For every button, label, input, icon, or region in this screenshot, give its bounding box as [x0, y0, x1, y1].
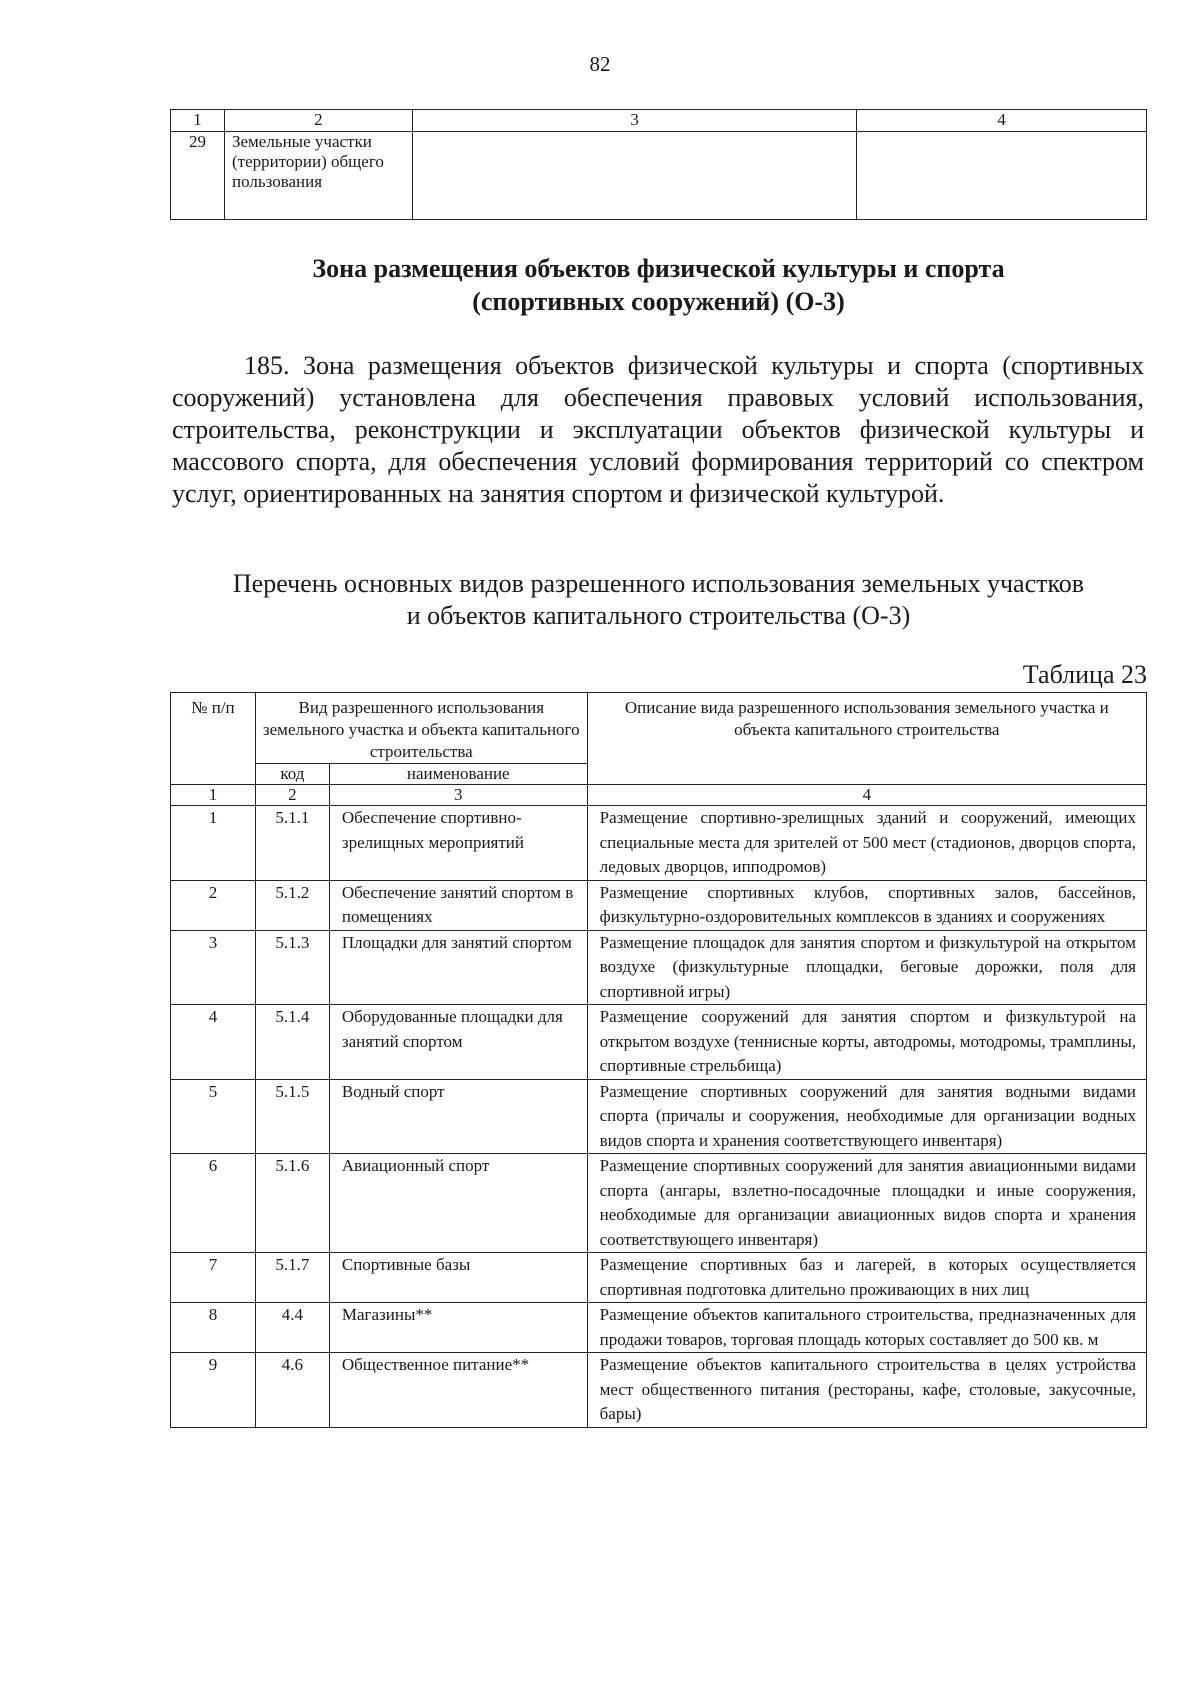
page-number: 82 — [589, 52, 611, 76]
row-description: Размещение спортивно-зрелищных зданий и сооружений, имеющих специальные места для зрителей от 500 мест (стадионов, дворцов спорта, ледовых дворцов, ипподромов) — [587, 806, 1146, 881]
header-use-type: Вид разрешенного использования земельного участка и объекта капитального строительства — [255, 693, 587, 764]
column-number: 3 — [329, 785, 587, 806]
row-cell — [412, 132, 856, 220]
zone-description-paragraph: 185. Зона размещения объектов физической культуры и спорта (спортивных сооружений) установлена для обеспечения правовых условий использования, строительства, реконструкции и эксплуатации объектов физической культуры и массового спорта, для обеспечения условий формирования территорий со спектром услуг, ориентированных на занятия спортом и физической культурой. — [172, 351, 1144, 508]
zone-title — [170, 252, 1147, 318]
row-name: Обеспечение занятий спортом в помещениях — [329, 880, 587, 930]
column-number: 4 — [587, 785, 1146, 806]
row-number: 5 — [171, 1079, 256, 1154]
column-number: 4 — [857, 110, 1147, 132]
column-number: 2 — [224, 110, 412, 132]
row-name: Авиационный спорт — [329, 1154, 587, 1253]
column-number: 1 — [171, 110, 225, 132]
header-description: Описание вида разрешенного использования земельного участка и объекта капитального строительства — [587, 693, 1146, 785]
continued-table-header — [171, 110, 1147, 132]
row-code: 5.1.5 — [255, 1079, 329, 1154]
row-number: 29 — [171, 132, 225, 220]
table-row — [171, 132, 1147, 220]
row-number: 8 — [171, 1303, 256, 1353]
row-number: 1 — [171, 806, 256, 881]
row-cell — [857, 132, 1147, 220]
list-title — [170, 568, 1147, 632]
header-name: наименование — [329, 764, 587, 785]
zone-title-line: (спортивных сооружений) (О-3) — [472, 287, 845, 316]
list-title-line: и объектов капитального строительства (О-3) — [406, 601, 911, 630]
row-code: 5.1.3 — [255, 930, 329, 1005]
table-row — [171, 1154, 1147, 1253]
row-number: 2 — [171, 880, 256, 930]
zone-title-line: Зона размещения объектов физической культуры и спорта — [312, 254, 1005, 283]
row-name: Спортивные базы — [329, 1253, 587, 1303]
row-code: 5.1.1 — [255, 806, 329, 881]
row-description: Размещение спортивных сооружений для занятия авиационными видами спорта (ангары, взлетно-посадочные площадки и иные сооружения, необходимые для организации авиационных видов спорта и хранения соответствующего инвентаря) — [587, 1154, 1146, 1253]
column-numbers-row — [171, 785, 1147, 806]
table-header — [171, 693, 1147, 764]
row-name: Оборудованные площадки для занятий спортом — [329, 1005, 587, 1080]
column-number: 3 — [412, 110, 856, 132]
table-row — [171, 806, 1147, 881]
header-number: № п/п — [171, 693, 256, 785]
row-number: 3 — [171, 930, 256, 1005]
table-row — [171, 880, 1147, 930]
header-code: код — [255, 764, 329, 785]
table-row — [171, 1253, 1147, 1303]
row-name: Земельные участки (территории) общего пользования — [224, 132, 412, 220]
row-description: Размещение сооружений для занятия спортом и физкультурой на открытом воздухе (теннисные корты, автодромы, мотодромы, трамплины, спортивные стрельбища) — [587, 1005, 1146, 1080]
row-number: 9 — [171, 1353, 256, 1428]
row-code: 4.6 — [255, 1353, 329, 1428]
table-row — [171, 1353, 1147, 1428]
row-description: Размещение объектов капитального строительства, предназначенных для продажи товаров, торговая площадь которых составляет до 500 кв. м — [587, 1303, 1146, 1353]
row-code: 5.1.6 — [255, 1154, 329, 1253]
table-row — [171, 1303, 1147, 1353]
row-description: Размещение спортивных сооружений для занятия водными видами спорта (причалы и сооружения, необходимые для организации водных видов спорта и хранения соответствующего инвентаря) — [587, 1079, 1146, 1154]
row-name: Площадки для занятий спортом — [329, 930, 587, 1005]
row-name: Магазины** — [329, 1303, 587, 1353]
row-name: Общественное питание** — [329, 1353, 587, 1428]
row-description: Размещение спортивных клубов, спортивных залов, бассейнов, физкультурно-оздоровительных комплексов в зданиях и сооружениях — [587, 880, 1146, 930]
table-row — [171, 930, 1147, 1005]
row-number: 7 — [171, 1253, 256, 1303]
permitted-use-table — [170, 692, 1147, 1428]
row-number: 4 — [171, 1005, 256, 1080]
row-name: Обеспечение спортивно-зрелищных мероприятий — [329, 806, 587, 881]
column-number: 2 — [255, 785, 329, 806]
table-row — [171, 1005, 1147, 1080]
row-description: Размещение спортивных баз и лагерей, в которых осуществляется спортивная подготовка длительно проживающих в них лиц — [587, 1253, 1146, 1303]
row-description: Размещение площадок для занятия спортом и физкультурой на открытом воздухе (физкультурные площадки, беговые дорожки, поля для спортивной игры) — [587, 930, 1146, 1005]
row-code: 5.1.7 — [255, 1253, 329, 1303]
table-row — [171, 1079, 1147, 1154]
row-code: 5.1.2 — [255, 880, 329, 930]
column-number: 1 — [171, 785, 256, 806]
continued-table — [170, 109, 1147, 220]
row-description: Размещение объектов капитального строительства в целях устройства мест общественного питания (рестораны, кафе, столовые, закусочные, бары) — [587, 1353, 1146, 1428]
row-name: Водный спорт — [329, 1079, 587, 1154]
table-label: Таблица 23 — [1022, 660, 1147, 689]
row-code: 4.4 — [255, 1303, 329, 1353]
list-title-line: Перечень основных видов разрешенного использования земельных участков — [232, 569, 1085, 598]
row-number: 6 — [171, 1154, 256, 1253]
row-code: 5.1.4 — [255, 1005, 329, 1080]
